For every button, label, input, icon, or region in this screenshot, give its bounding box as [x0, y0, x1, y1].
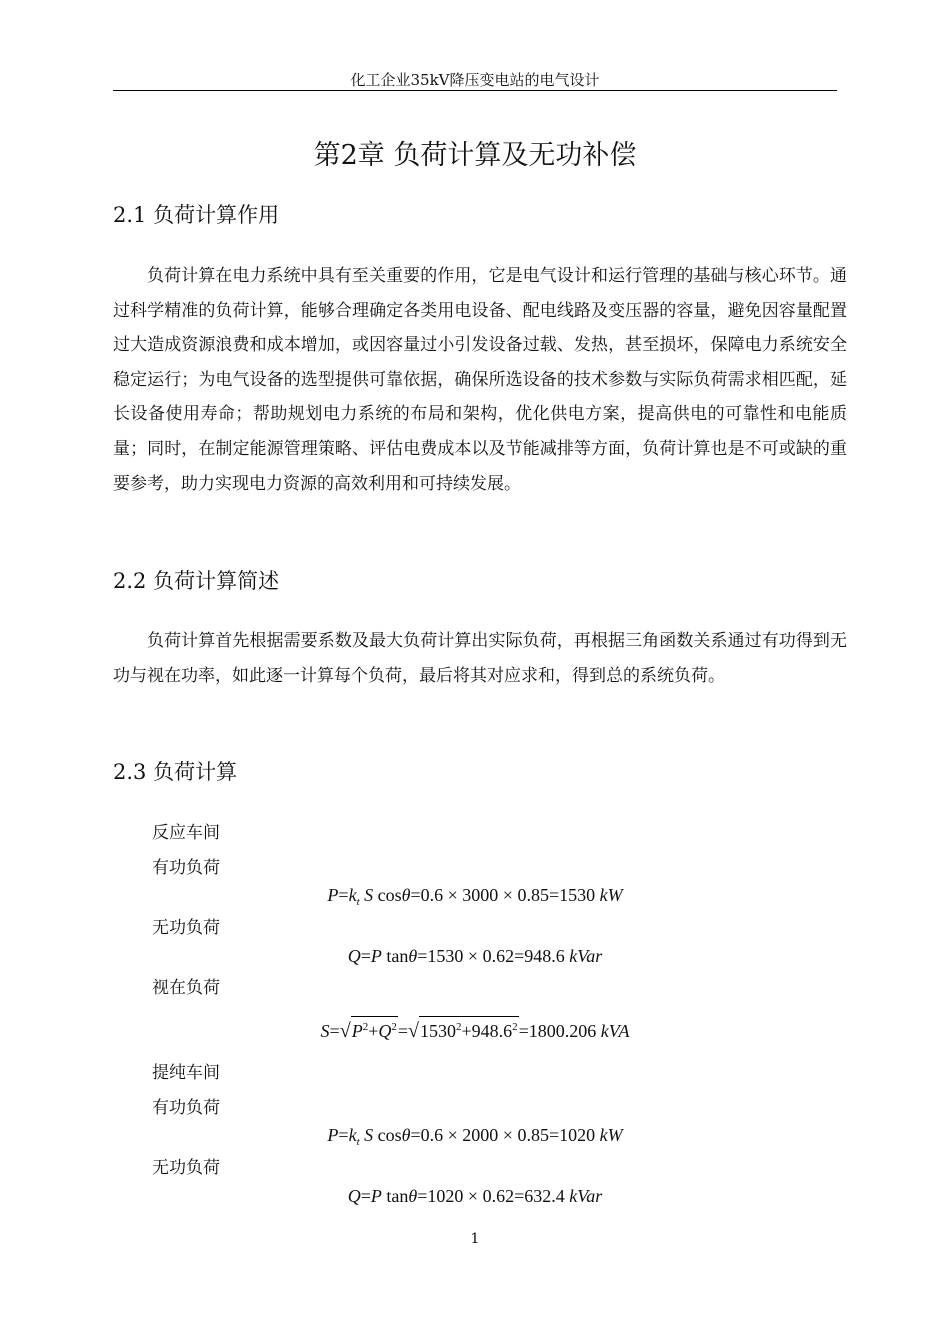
chapter-title: 第2章 负荷计算及无功补偿 [313, 140, 637, 171]
section-heading-2-2: 2.2 负荷计算简述 [113, 569, 280, 593]
section-heading-2-1: 2.1 负荷计算作用 [113, 203, 280, 227]
paragraph: 负荷计算首先根据需要系数及最大负荷计算出实际负荷，再根据三角函数关系通过有功得到无功与视在功率，如此逐一计算每个负荷，最后将其对应求和，得到总的系统负荷。 [113, 631, 847, 686]
active-load-label: 有功负荷 [152, 1098, 220, 1118]
workshop-label: 提纯车间 [152, 1063, 220, 1083]
paragraph: 负荷计算在电力系统中具有至关重要的作用，它是电气设计和运行管理的基础与核心环节。通过科学精准的负荷计算，能够合理确定各类用电设备、配电线路及变压器的容量，避免因容量配置过大造成资源浪费和成本增加，或因容量过小引发设备过载、发热，甚至损坏，保障电力系统安全稳定运行；为电气设备的选型提供可靠依据，确保所选设备的技术参数与实际负荷需求相匹配，延长设备使用寿命；帮助规划电力系统的布局和架构，优化供电方案，提高供电的可靠性和电能质量；同时，在制定能源管理策略、评估电费成本以及节能减排等方面，负荷计算也是不可或缺的重要参考，助力实现电力资源的高效利用和可持续发展。 [113, 266, 847, 494]
active-load-label: 有功负荷 [152, 858, 220, 878]
formula-reactive-power: Q=P tanθ=1020 × 0.62=632.4 kVar [347, 1186, 603, 1206]
apparent-load-label: 视在负荷 [152, 978, 220, 998]
formula-apparent-power: $S=√P^2+Q^2=√1530^2+948.6^2=1800.206$ kVA [0, 1016, 950, 1044]
formula-active-power: $P=k_t$ S cosθ=0.6 × 3000 × 0.85=1530 kW [327, 885, 623, 908]
running-header: 化工企业35kV降压变电站的电气设计 [350, 71, 600, 89]
header-rule [113, 90, 837, 91]
page-number: 1 [470, 1231, 480, 1247]
workshop-label: 反应车间 [152, 823, 220, 843]
section-body-2-1 [113, 259, 847, 501]
section-body-2-2 [113, 624, 847, 693]
formula-reactive-power: Q=P tanθ=1530 × 0.62=948.6 kVar [347, 946, 603, 966]
section-heading-2-3: 2.3 负荷计算 [113, 760, 238, 784]
reactive-load-label: 无功负荷 [152, 1158, 220, 1178]
reactive-load-label: 无功负荷 [152, 918, 220, 938]
formula-active-power: $P=k_t$ S cosθ=0.6 × 2000 × 0.85=1020 kW [327, 1125, 623, 1148]
